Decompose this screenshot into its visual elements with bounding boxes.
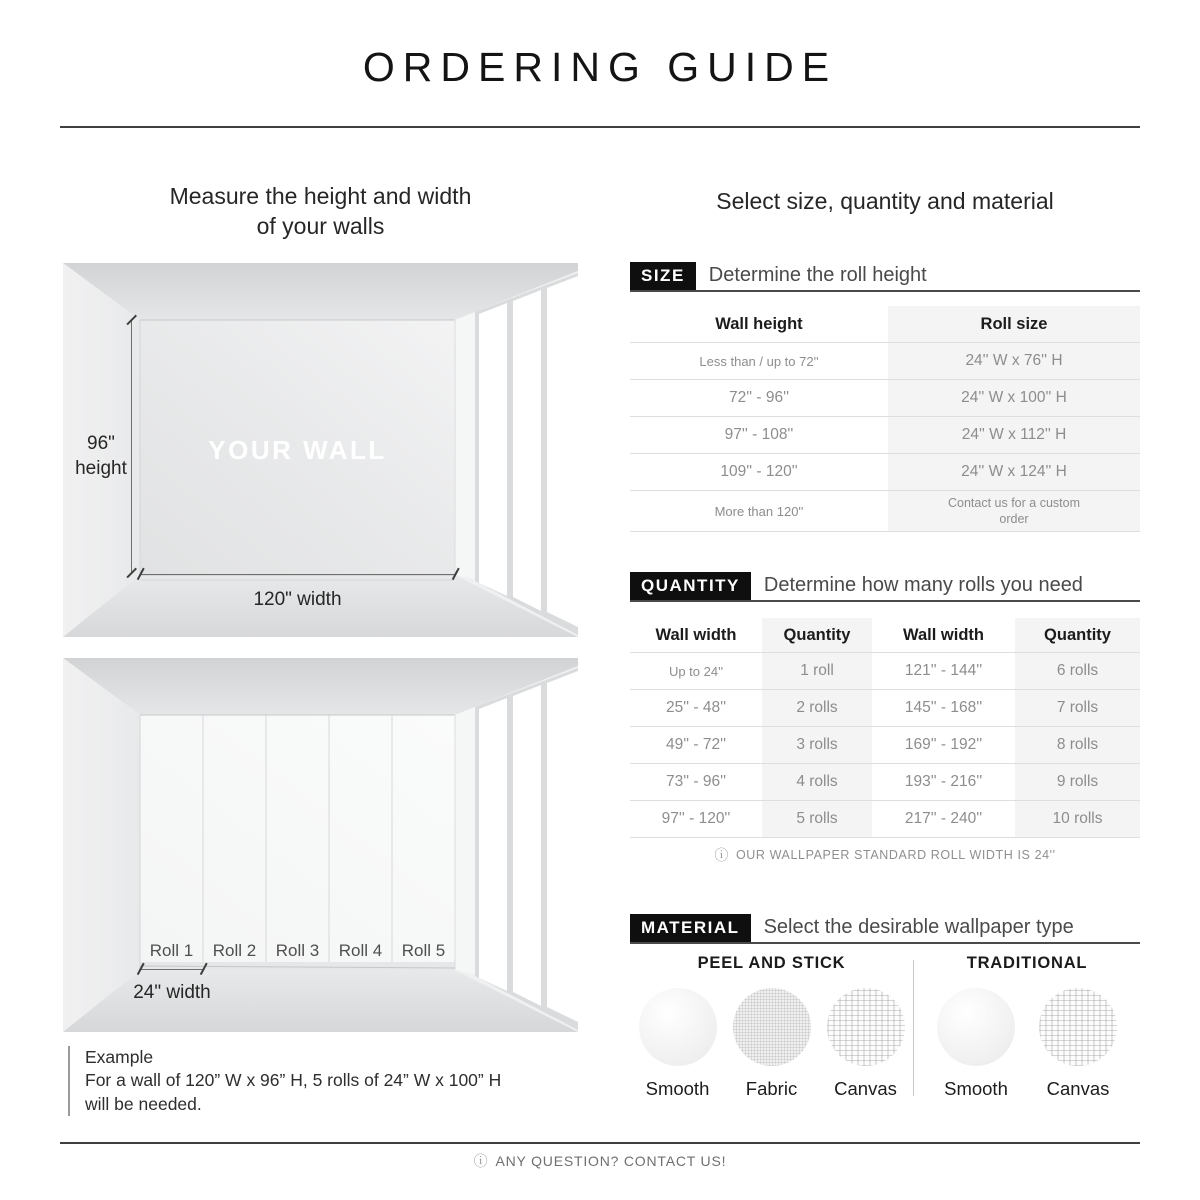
example-title: Example <box>85 1047 154 1067</box>
table-row <box>630 343 1140 380</box>
window-pane <box>513 685 541 1006</box>
wall-width-cell: 49'' - 72'' <box>665 736 727 753</box>
swatch <box>1027 988 1129 1100</box>
wall-height-cell: 72'' - 96'' <box>728 389 790 406</box>
window-pane <box>479 303 507 596</box>
roll-label: Roll 1 <box>149 941 194 960</box>
quantity-cell: 9 rolls <box>1015 764 1140 800</box>
window-pane <box>547 671 578 1022</box>
info-icon: ⓘ <box>473 1153 489 1169</box>
quantity-caption: Determine how many rolls you need <box>763 574 1083 596</box>
swatch-label: Canvas <box>1046 1078 1110 1099</box>
room-2-svg <box>63 658 578 1032</box>
quantity-section-header <box>630 572 1140 602</box>
swatch <box>819 988 913 1100</box>
swatch <box>631 988 725 1100</box>
table-row <box>630 491 1140 532</box>
roll-label: Roll 5 <box>401 941 446 960</box>
table-row <box>630 764 1140 801</box>
example-line1: For a wall of 120” W x 96” H, 5 rolls of 24” W x 100” H <box>85 1070 502 1091</box>
left-column-heading <box>63 181 578 242</box>
wall-width-cell: 145'' - 168'' <box>904 699 983 716</box>
info-icon: ⓘ <box>714 847 729 863</box>
height-value: 96" <box>87 433 115 454</box>
quantity-header: Quantity <box>762 618 872 652</box>
swatch-label: Fabric <box>745 1078 798 1099</box>
group-title: PEEL AND STICK <box>697 954 846 972</box>
table-row <box>630 417 1140 454</box>
wall-width-cell: 217'' - 240'' <box>904 810 983 827</box>
quantity-cell: 6 rolls <box>1015 653 1140 689</box>
footer-divider <box>60 1142 1140 1144</box>
example-line2: will be needed. <box>85 1093 202 1114</box>
quantity-header: Quantity <box>1015 618 1140 652</box>
smooth-texture-swatch <box>937 988 1015 1066</box>
table-row <box>630 801 1140 838</box>
width-label: 120" width <box>253 589 342 610</box>
group-title: TRADITIONAL <box>966 954 1088 972</box>
quantity-cell: 1 roll <box>762 653 872 689</box>
quantity-cell: 10 rolls <box>1015 801 1140 837</box>
wall-width-header: Wall width <box>903 625 984 644</box>
wallpaper-panels <box>140 715 455 962</box>
wall-height-cell: Less than / up to 72'' <box>699 353 819 369</box>
your-wall-label: YOUR WALL <box>208 435 387 465</box>
canvas-texture-swatch <box>1039 988 1117 1066</box>
quantity-cell: 4 rolls <box>762 764 872 800</box>
size-caption: Determine the roll height <box>708 264 927 286</box>
left-heading-line2: of your walls <box>256 213 385 240</box>
size-section-header <box>630 262 1140 292</box>
table-row <box>630 727 1140 764</box>
room-illustration-measure <box>63 263 578 637</box>
traditional-group <box>914 954 1140 1100</box>
roll-size-cell: Contact us for a custom order <box>888 491 1140 531</box>
fabric-texture-swatch <box>733 988 811 1066</box>
size-table <box>630 306 1140 532</box>
roll-width-measure-line <box>140 969 203 970</box>
window-pane <box>513 290 541 611</box>
swatch-label: Smooth <box>645 1078 710 1099</box>
left-heading-line1: Measure the height and width <box>169 183 472 209</box>
room-illustration-rolls <box>63 658 578 1032</box>
swatch-row <box>631 988 913 1100</box>
quantity-badge: QUANTITY <box>630 572 751 600</box>
swatch-label: Canvas <box>834 1078 897 1099</box>
quantity-table-header-row <box>630 618 1140 653</box>
material-groups <box>630 954 1140 1100</box>
roll-label: Roll 2 <box>212 941 257 960</box>
canvas-texture-swatch <box>827 988 905 1066</box>
window-pane <box>547 276 578 627</box>
roll-width-label: 24" width <box>133 982 211 1003</box>
quantity-cell: 7 rolls <box>1015 690 1140 726</box>
table-row <box>630 653 1140 690</box>
swatch <box>925 988 1027 1100</box>
roll-size-cell: 24'' W x 100'' H <box>888 380 1140 416</box>
note-text: OUR WALLPAPER STANDARD ROLL WIDTH IS 24'' <box>735 848 1056 862</box>
table-row <box>630 690 1140 727</box>
size-badge: SIZE <box>630 262 696 290</box>
material-section-header <box>630 914 1140 944</box>
footer <box>0 1151 1200 1171</box>
left-wall <box>63 658 140 1032</box>
quantity-cell: 2 rolls <box>762 690 872 726</box>
height-label <box>63 431 139 481</box>
window-frame <box>455 312 475 579</box>
roll-size-cell: 24'' W x 112'' H <box>888 417 1140 453</box>
wall-width-cell: 169'' - 192'' <box>904 736 983 753</box>
wall-width-cell: 25'' - 48'' <box>665 699 727 716</box>
window-frame <box>455 707 475 974</box>
window-pane <box>479 698 507 991</box>
peel-and-stick-group <box>630 954 913 1100</box>
width-measure-line <box>140 574 455 575</box>
material-caption: Select the desirable wallpaper type <box>763 916 1074 938</box>
quantity-table <box>630 618 1140 838</box>
swatch-row <box>925 988 1129 1100</box>
height-unit: height <box>75 458 127 480</box>
swatch-label: Smooth <box>944 1078 1008 1099</box>
wall-height-header: Wall height <box>715 314 803 333</box>
example-block <box>68 1046 501 1116</box>
roll-label: Roll 3 <box>275 941 320 960</box>
wall-height-cell: 109'' - 120'' <box>720 463 798 480</box>
material-badge: MATERIAL <box>630 914 751 942</box>
wall-width-cell: 193'' - 216'' <box>904 773 983 790</box>
quantity-cell: 8 rolls <box>1015 727 1140 763</box>
size-table-header-row <box>630 306 1140 343</box>
quantity-cell: 5 rolls <box>762 801 872 837</box>
footer-text: ANY QUESTION? CONTACT US! <box>495 1153 727 1169</box>
table-row <box>630 454 1140 491</box>
roll-label: Roll 4 <box>338 941 383 960</box>
right-column-heading: Select size, quantity and material <box>716 188 1054 214</box>
smooth-texture-swatch <box>639 988 717 1066</box>
page-title: ORDERING GUIDE <box>362 44 838 90</box>
table-row <box>630 380 1140 417</box>
wall-width-cell: 73'' - 96'' <box>665 773 727 790</box>
header-divider <box>60 126 1140 128</box>
roll-size-cell: 24'' W x 124'' H <box>888 454 1140 490</box>
wall-width-cell: 121'' - 144'' <box>904 662 983 679</box>
roll-size-header: Roll size <box>888 306 1140 342</box>
roll-size-cell: 24'' W x 76'' H <box>888 343 1140 379</box>
roll-width-note <box>630 845 1140 865</box>
wall-height-cell: 97'' - 108'' <box>724 426 794 443</box>
swatch <box>725 988 819 1100</box>
wall-width-header: Wall width <box>655 625 737 644</box>
wall-height-cell: More than 120'' <box>714 503 804 519</box>
quantity-cell: 3 rolls <box>762 727 872 763</box>
wall-width-cell: 97'' - 120'' <box>661 810 731 827</box>
wall-width-cell: Up to 24'' <box>668 663 724 679</box>
